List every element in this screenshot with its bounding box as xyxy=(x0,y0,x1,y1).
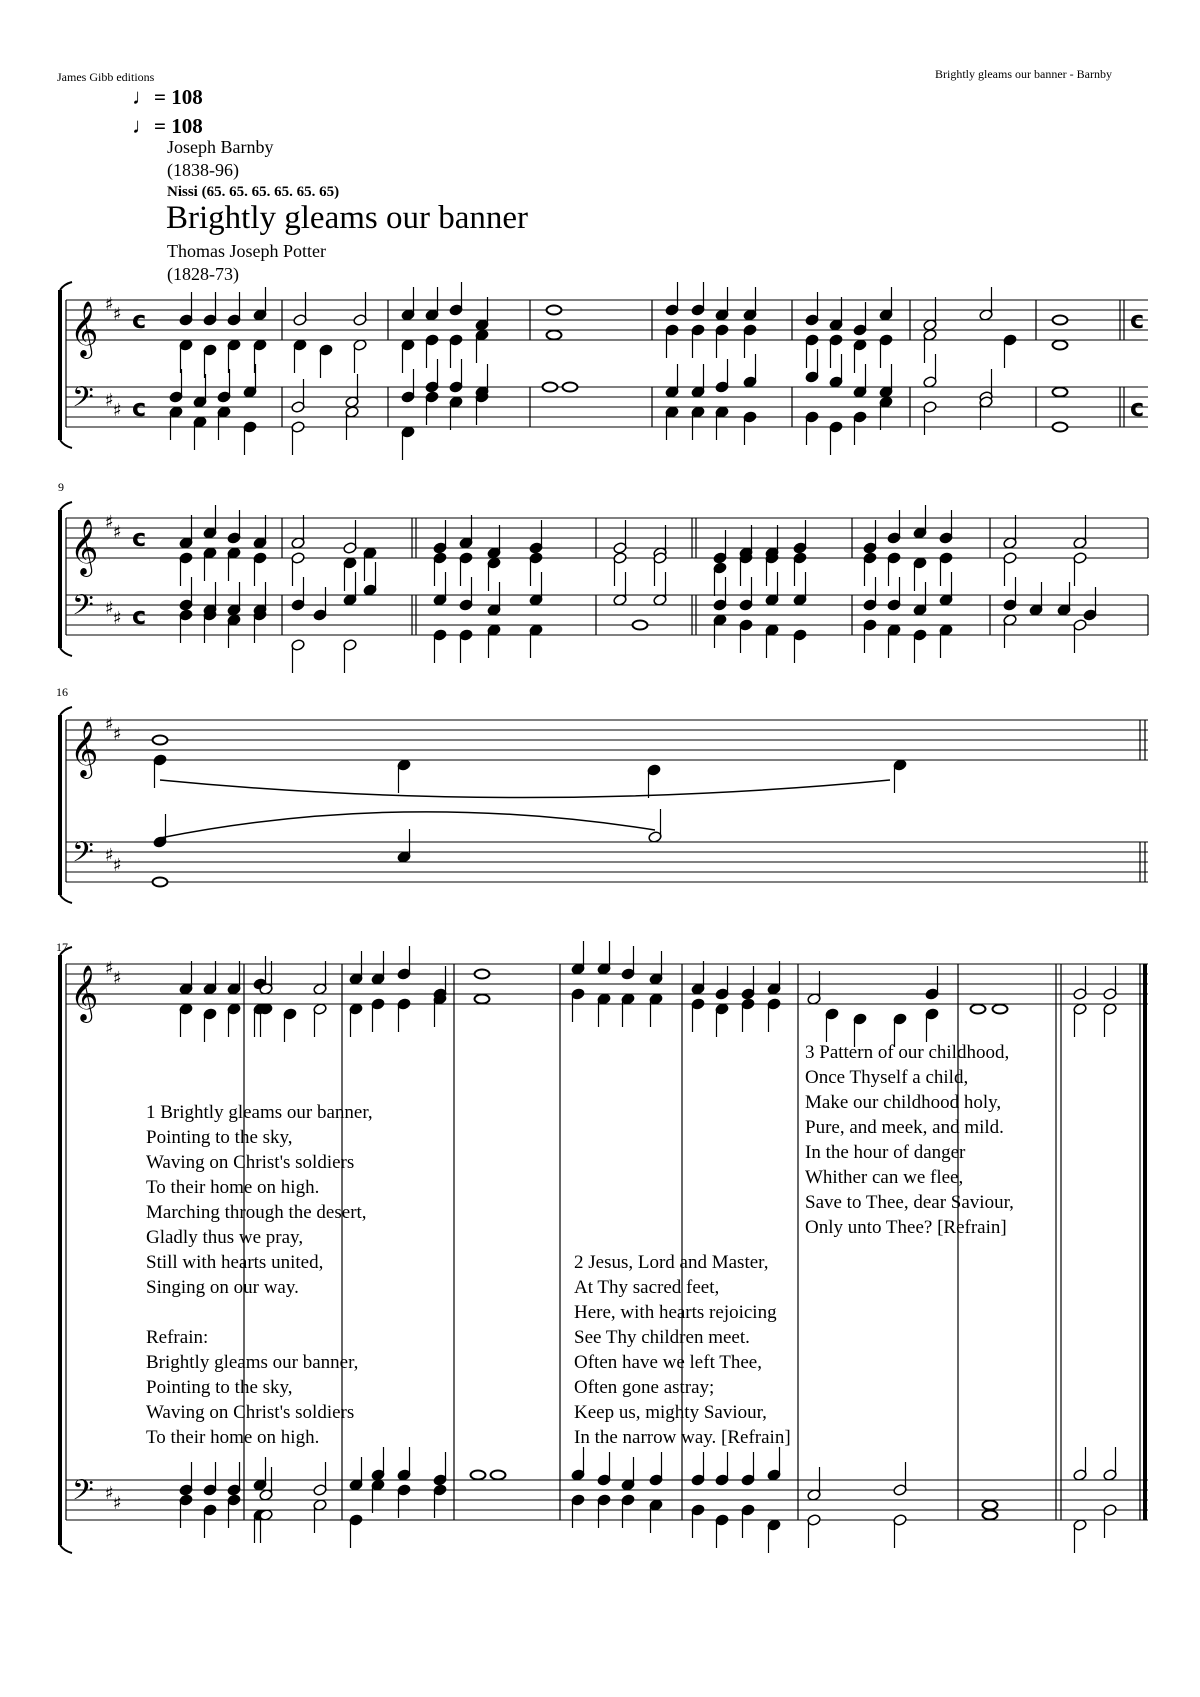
whole-note xyxy=(1053,341,1068,350)
svg-text:♯: ♯ xyxy=(105,845,114,866)
hymn-title: Brightly gleams our banner xyxy=(166,200,529,236)
lyricist-name: Thomas Joseph Potter xyxy=(167,241,326,261)
whole-note xyxy=(983,1511,998,1520)
whole-note xyxy=(491,1471,506,1480)
svg-text:♯: ♯ xyxy=(105,714,114,735)
whole-note xyxy=(983,1501,998,1510)
lyricist-dates: (1828-73) xyxy=(167,264,239,284)
whole-note xyxy=(475,995,490,1004)
treble-clef-icon: 𝄞 xyxy=(70,301,99,357)
svg-text:♯: ♯ xyxy=(105,512,114,533)
whole-note xyxy=(153,878,168,887)
system-3 xyxy=(60,707,1148,903)
system-2 xyxy=(60,502,1148,656)
composer-dates: (1838-96) xyxy=(167,160,239,180)
verse-3: 3 Pattern of our childhood, Once Thyself a child, Make our childhood holy, Pure, and meek, and mild. In the hour of danger Whither can we flee, Save to Thee, dear Saviour, Only unto Thee? [Refrain] xyxy=(805,1042,1014,1238)
tempo-marking-1: ♩= 108 xyxy=(132,84,203,109)
publisher-label: James Gibb editions xyxy=(57,70,155,84)
composer-name: Joseph Barnby xyxy=(167,137,274,157)
common-time-icon: c xyxy=(132,602,147,630)
whole-note xyxy=(543,383,558,392)
bass-clef-icon: 𝄢 xyxy=(72,1474,94,1514)
common-time-icon: c xyxy=(132,306,147,334)
common-time-icon: c xyxy=(132,394,147,422)
svg-text:♯: ♯ xyxy=(105,598,114,619)
running-title: Brightly gleams our banner - Barnby xyxy=(935,67,1112,81)
whole-note xyxy=(547,331,562,340)
measure-number: 17 xyxy=(56,940,68,954)
whole-note xyxy=(547,306,562,315)
verse-1: 1 Brightly gleams our banner, Pointing to the sky, Waving on Christ's soldiers To their home on high. Marching through the desert, Gladly thus we pray, Still with hearts united, Singing on our way. Refrain: Brightly gleams our banner, Pointing to the sky, Waving on Christ's soldiers To their home on high. xyxy=(146,1102,373,1448)
whole-note xyxy=(1053,388,1068,397)
whole-note xyxy=(633,621,648,630)
svg-text:♯: ♯ xyxy=(113,724,122,745)
treble-clef-icon: 𝄞 xyxy=(70,965,99,1021)
whole-note xyxy=(471,1471,486,1480)
whole-note xyxy=(1053,423,1068,432)
svg-text:♯: ♯ xyxy=(113,522,122,543)
treble-clef-icon: 𝄞 xyxy=(70,519,99,575)
bass-clef-icon: 𝄢 xyxy=(72,836,94,876)
key-signature-sharp: ♯ xyxy=(113,400,122,421)
tune-name: Nissi (65. 65. 65. 65. 65. 65) xyxy=(167,184,340,200)
key-signature-sharp: ♯ xyxy=(105,390,114,411)
svg-text:♯: ♯ xyxy=(105,1483,114,1504)
system-1 xyxy=(60,282,1148,448)
whole-note xyxy=(563,383,578,392)
common-time-icon: c xyxy=(1130,306,1145,334)
whole-note xyxy=(971,1005,986,1014)
quarter-note-icon: ♩ xyxy=(132,84,154,109)
tempo-marking-2: ♩= 108 xyxy=(132,113,203,138)
whole-note xyxy=(475,970,490,979)
svg-text:♯: ♯ xyxy=(113,968,122,989)
key-signature-sharp: ♯ xyxy=(105,294,114,315)
treble-clef-icon: 𝄞 xyxy=(70,721,99,777)
svg-text:♯: ♯ xyxy=(113,1493,122,1514)
verse-2: 2 Jesus, Lord and Master, At Thy sacred feet, Here, with hearts rejoicing See Thy children meet. Often have we left Thee, Often gone astray; Keep us, mighty Saviour, In the narrow way. [Refrain] xyxy=(574,1252,791,1448)
svg-text:♯: ♯ xyxy=(113,855,122,876)
quarter-note-icon: ♩ xyxy=(132,113,154,138)
common-time-icon: c xyxy=(1130,394,1145,422)
whole-note xyxy=(153,736,168,745)
bass-clef-icon: 𝄢 xyxy=(72,589,94,629)
whole-note xyxy=(993,1005,1008,1014)
svg-text:♯: ♯ xyxy=(105,958,114,979)
svg-text:♯: ♯ xyxy=(113,608,122,629)
key-signature-sharp: ♯ xyxy=(113,304,122,325)
measure-number: 16 xyxy=(56,685,68,699)
measure-number: 9 xyxy=(58,480,64,494)
whole-note xyxy=(1053,316,1068,325)
common-time-icon: c xyxy=(132,524,147,552)
bass-clef-icon: 𝄢 xyxy=(72,381,94,421)
